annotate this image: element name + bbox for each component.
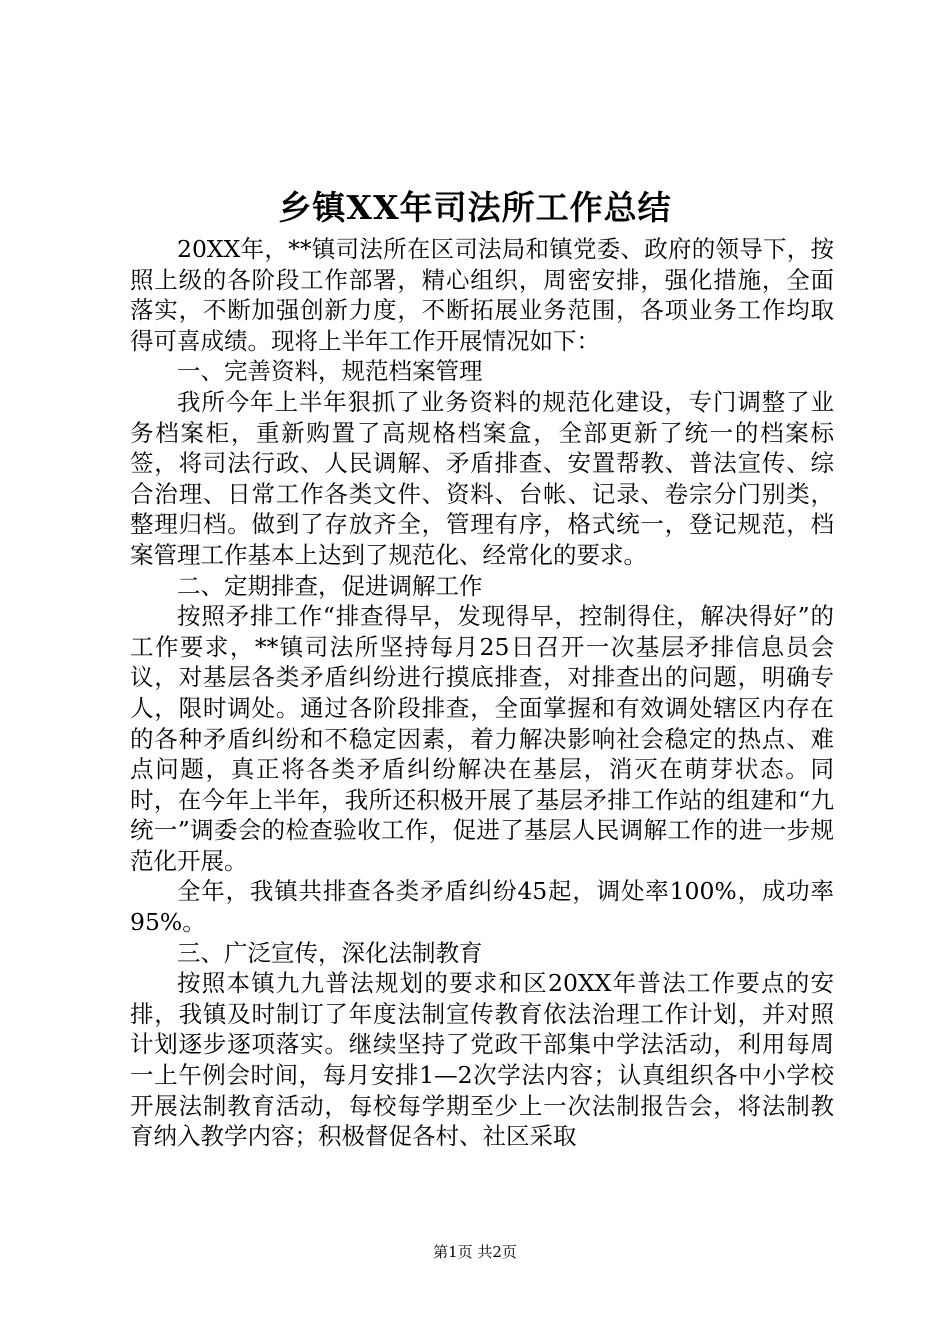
section-1-paragraph: 我所今年上半年狠抓了业务资料的规范化建设，专门调整了业务档案柜，重新购置了高规格档案盒，全部更新了统一的档案标签，将司法行政、人民调解、矛盾排查、安置帮教、普法宣传、综合治理、日常工作各类文件、资料、台帐、记录、卷宗分门别类，整理归档。做到了存放齐全，管理有序，格式统一，登记规范，档案管理工作基本上达到了规范化、经常化的要求。 <box>130 387 834 569</box>
section-heading-3: 三、广泛宣传，深化法制教育 <box>177 938 483 967</box>
section-2-stats-paragraph: 全年，我镇共排查各类矛盾纠纷45起，调处率100%，成功率95%。 <box>130 877 834 937</box>
section-heading-1: 一、完善资料，规范档案管理 <box>177 357 483 386</box>
intro-paragraph: 20XX年，**镇司法所在区司法局和镇党委、政府的领导下，按照上级的各阶段工作部署，精心组织，周密安排，强化措施，全面落实，不断加强创新力度，不断拓展业务范围，各项业务工作均取得可喜成绩。现将上半年工作开展情况如下： <box>130 235 834 355</box>
document-body <box>130 234 834 1152</box>
page-footer: 第1页 共2页 <box>433 1243 517 1261</box>
document-title: 乡镇XX年司法所工作总结 <box>278 188 672 227</box>
section-3-paragraph: 按照本镇九九普法规划的要求和区20XX年普法工作要点的安排，我镇及时制订了年度法制宣传教育依法治理工作计划，并对照计划逐步逐项落实。继续坚持了党政干部集中学法活动，利用每周一上午例会时间，每月安排1—2次学法内容；认真组织各中小学校开展法制教育活动，每校每学期至少上一次法制报告会，将法制教育纳入教学内容；积极督促各村、社区采取 <box>130 969 834 1151</box>
section-heading-2: 二、定期排查，促进调解工作 <box>177 571 483 600</box>
section-2-paragraph: 按照矛排工作“排查得早，发现得早，控制得住，解决得好”的工作要求，**镇司法所坚持每月25日召开一次基层矛排信息员会议，对基层各类矛盾纠纷进行摸底排查，对排查出的问题，明确专人，限时调处。通过各阶段排查，全面掌握和有效调处辖区内存在的各种矛盾纠纷和不稳定因素，着力解决影响社会稳定的热点、难点问题，真正将各类矛盾纠纷解决在基层，消灭在萌芽状态。同时，在今年上半年，我所还积极开展了基层矛排工作站的组建和“九统一”调委会的检查验收工作，促进了基层人民调解工作的进一步规范化开展。 <box>130 602 834 875</box>
